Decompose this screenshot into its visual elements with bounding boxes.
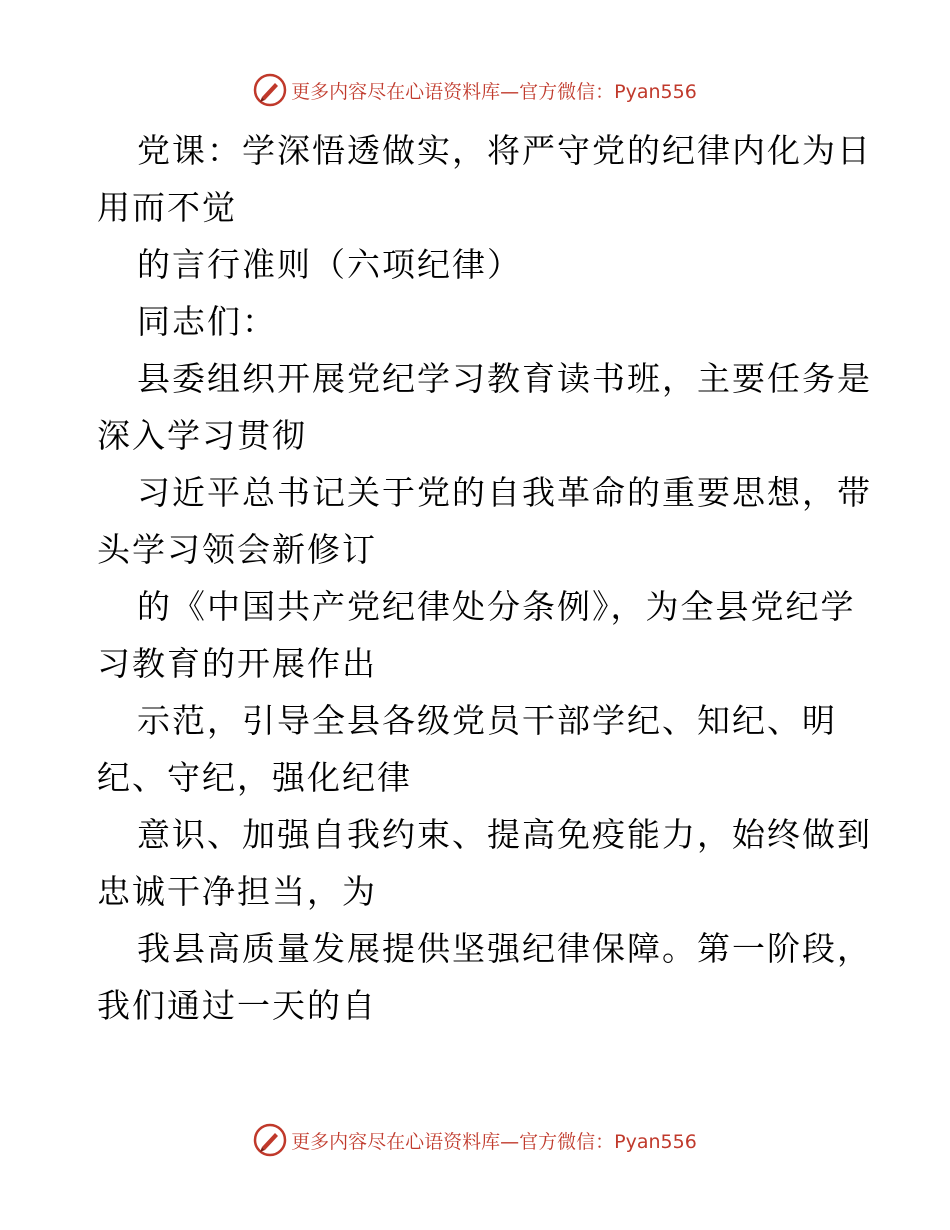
text-line: 我县高质量发展提供坚强纪律保障。第一阶段， — [137, 929, 872, 968]
text-line: 习教育的开展作出 — [97, 644, 377, 683]
text-line: 习近平总书记关于党的自我革命的重要思想，带 — [137, 473, 872, 512]
watermark-header — [0, 70, 950, 110]
text-line: 的言行准则（六项纪律） — [137, 245, 522, 284]
document-lines — [97, 122, 872, 1034]
text-line: 忠诚干净担当，为 — [97, 872, 377, 911]
watermark-footer — [0, 1120, 950, 1160]
text-line: 示范，引导全县各级党员干部学纪、知纪、明 — [137, 701, 837, 740]
text-line: 意识、加强自我约束、提高免疫能力，始终做到 — [137, 815, 872, 854]
pen-logo-icon — [253, 1123, 287, 1157]
text-line: 的《中国共产党纪律处分条例》，为全县党纪学 — [137, 587, 856, 626]
text-line: 用而不觉 — [97, 188, 237, 227]
text-line: 头学习领会新修订 — [97, 530, 377, 569]
text-line: 深入学习贯彻 — [97, 416, 307, 455]
text-line: 县委组织开展党纪学习教育读书班，主要任务是 — [137, 359, 872, 398]
text-line: 我们通过一天的自 — [97, 986, 377, 1025]
pen-logo-icon — [253, 73, 287, 107]
text-line: 党课：学深悟透做实，将严守党的纪律内化为日 — [137, 131, 872, 170]
text-line: 同志们： — [137, 302, 277, 341]
document-body — [97, 122, 872, 1034]
watermark-text: 更多内容尽在心语资料库—官方微信：Pyan556 — [291, 1130, 697, 1153]
text-line: 纪、守纪，强化纪律 — [97, 758, 412, 797]
watermark-text: 更多内容尽在心语资料库—官方微信：Pyan556 — [291, 80, 697, 103]
